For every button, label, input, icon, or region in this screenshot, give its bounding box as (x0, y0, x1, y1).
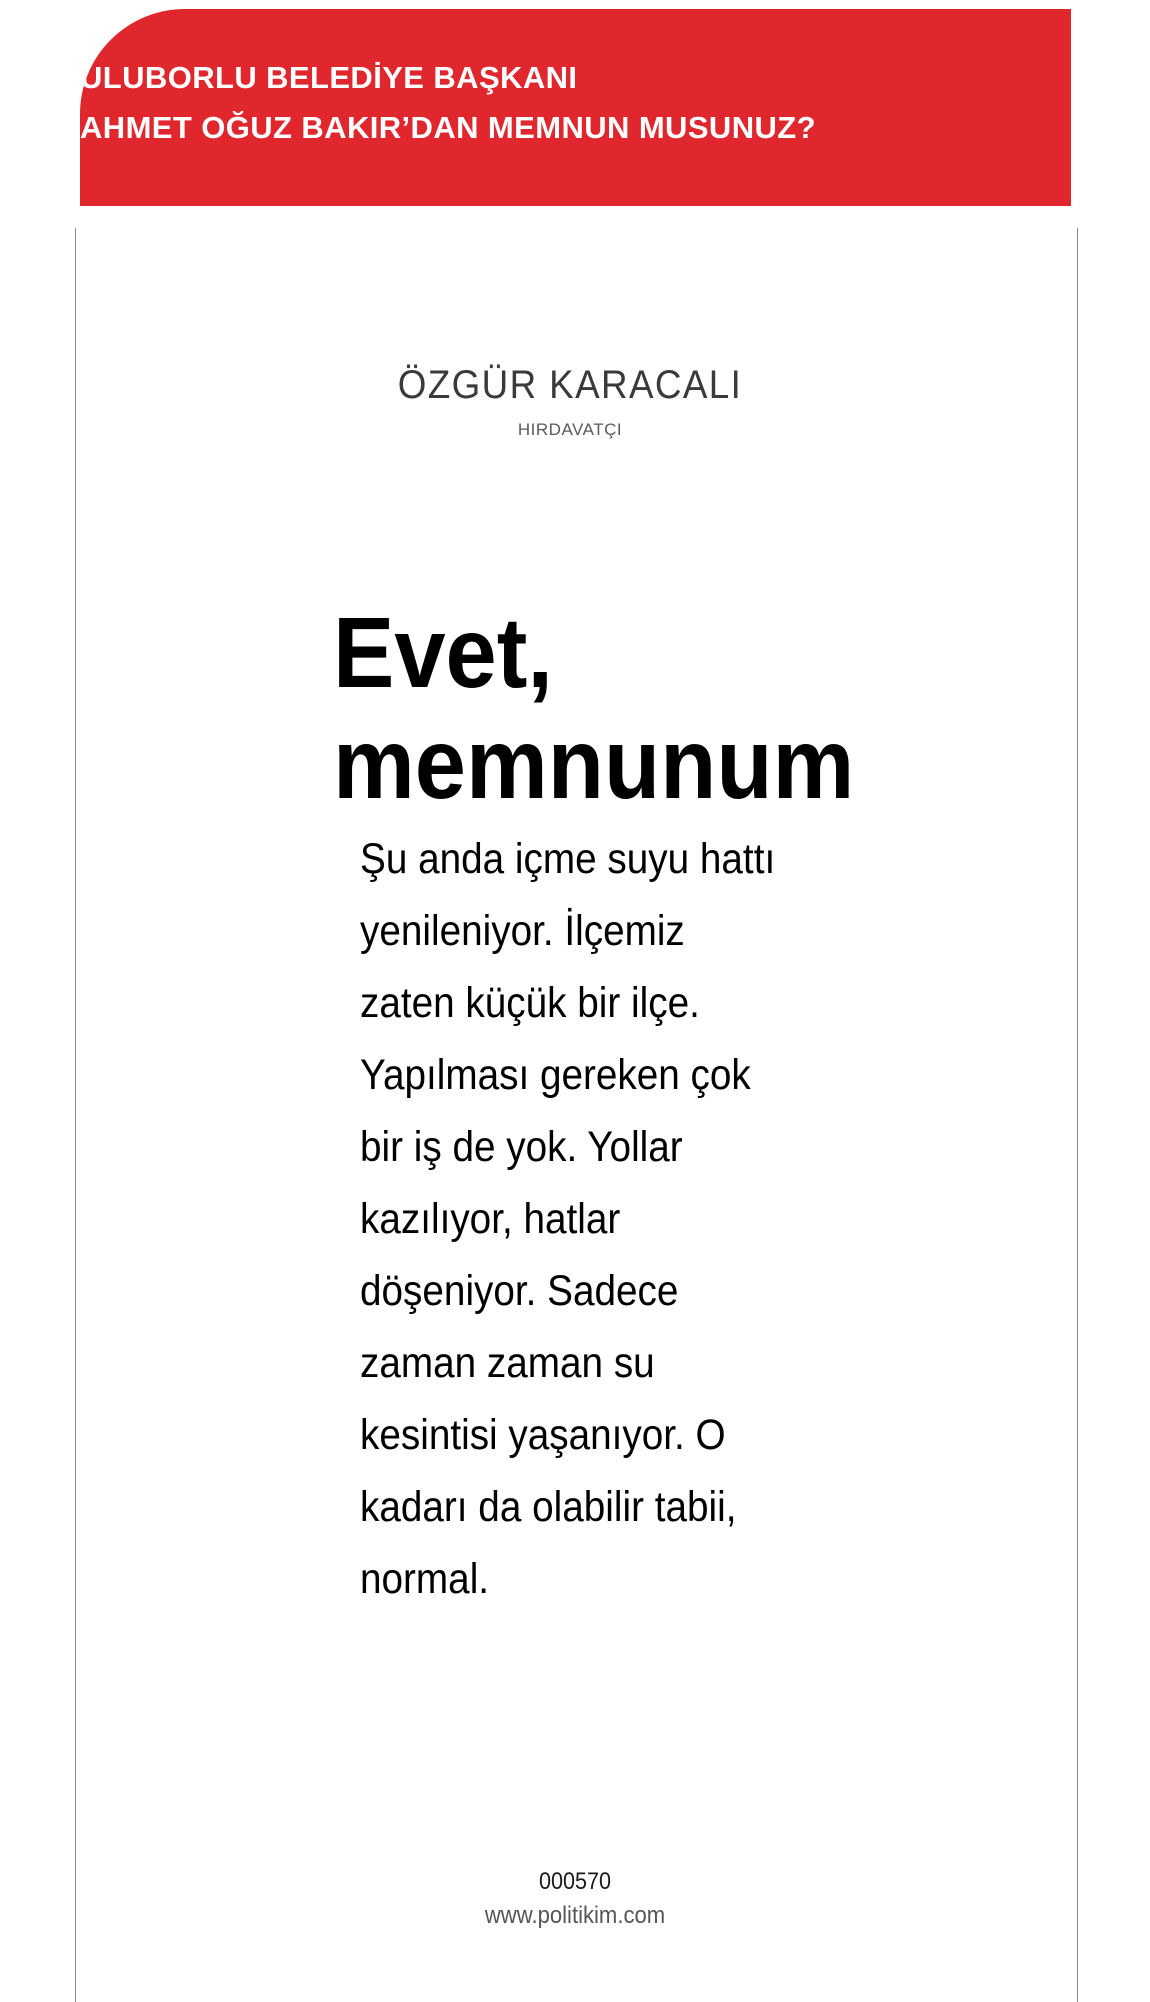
headline-line-2: memnunum (333, 708, 855, 820)
body-line: Şu anda içme suyu hattı (360, 835, 776, 883)
body-line: bir iş de yok. Yollar (360, 1123, 683, 1171)
body-line: normal. (360, 1555, 490, 1603)
body-line: kadarı da olabilir tabii, (360, 1483, 737, 1531)
person-name: ÖZGÜR KARACALI (397, 363, 743, 407)
question-line-1: ULUBORLU BELEDİYE BAŞKANI (80, 60, 578, 95)
footer-code: 000570 (538, 1868, 612, 1895)
question-line-2: AHMET OĞUZ BAKIR’DAN MEMNUN MUSUNUZ? (80, 110, 816, 145)
card-border-right (1077, 228, 1078, 2002)
headline-line-1: Evet, (333, 597, 553, 709)
answer-body (360, 823, 828, 1615)
body-line: zaman zaman su (360, 1339, 655, 1387)
card-border-left (75, 228, 76, 2002)
footer-url: www.politikim.com (484, 1902, 666, 1929)
body-line: zaten küçük bir ilçe. (360, 979, 700, 1027)
body-line: kesintisi yaşanıyor. O (360, 1411, 726, 1459)
body-line: Yapılması gereken çok (360, 1051, 751, 1099)
body-line: yenileniyor. İlçemiz (360, 907, 685, 955)
answer-headline (333, 598, 854, 820)
question-banner (80, 9, 1071, 206)
body-line: döşeniyor. Sadece (360, 1267, 679, 1315)
person-occupation: HIRDAVATÇI (517, 420, 623, 439)
body-line: kazılıyor, hatlar (360, 1195, 621, 1243)
